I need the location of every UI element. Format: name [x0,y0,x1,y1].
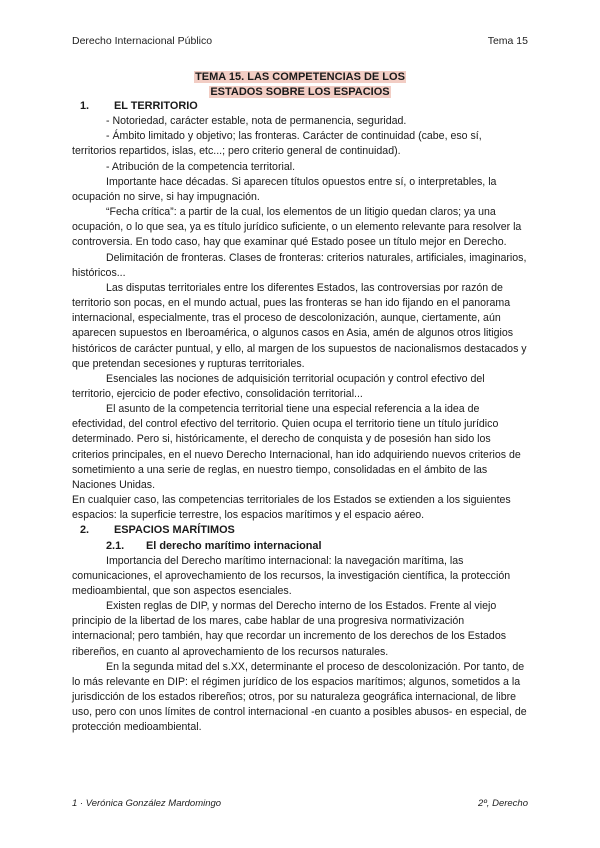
paragraph-3: - Atribución de la competencia territorial. [106,160,296,173]
header-topic-number: Tema 15 [487,35,528,47]
section-1-title: EL TERRITORIO [114,100,198,112]
paragraph-2: - Ámbito limitado y objetivo; las fronteras. Carácter de continuidad (cabe, eso sí, territorios repartidos, islas, etc...; pero criterio general de continuidad). [72,130,482,158]
section-2-title: ESPACIOS MARÍTIMOS [114,524,235,537]
paragraph-4: Importante hace décadas. Si aparecen títulos opuestos entre sí, o interpretables, la ocupación no sirve, si hay impugnación. [72,175,497,203]
paragraph-9: El asunto de la competencia territorial tiene una especial referencia a la idea de efectividad, del control efectivo del territorio. Quien ocupa el territorio tiene un título jurídico determinado. Pero si, históricamente, el derecho de conquista y de posesión han sido los criterios principales, en el nuevo Derecho Internacional, han ido adquiriendo nuevos criterios de sometimiento a una serie de reglas, en nuestro tiempo, consolidadas en el ámbito de las Naciones Unidas. [72,403,521,491]
title-line-1: TEMA 15. LAS COMPETENCIAS DE LOS [195,71,405,83]
paragraph-6: Delimitación de fronteras. Clases de fronteras: criterios naturales, artificiales, imaginarios, históricos... [72,251,527,279]
paragraph-13: En la segunda mitad del s.XX, determinante el proceso de descolonización. Por tanto, de lo más relevante en DIP: el régimen jurídico de los espacios marítimos; algunos, sometidos a la jurisdicción de los estados ribereños; otros, por su naturaleza geográfica internacional, de libre uso, pero con unos límites de control internacional -en cuanto a posibles abusos- en especial, de protección medioambiental. [72,660,527,734]
paragraph-12: Existen reglas de DIP, y normas del Derecho interno de los Estados. Frente al viejo principio de la libertad de los mares, cabe hablar de una progresiva normativización internacional; pero también, hay que recordar un incremento de los derechos de los Estados ribereños, en cuanto al aprovechamiento de los recursos naturales. [72,600,507,658]
section-1-heading [72,99,528,114]
section-2-1-number: 2.1. [106,539,125,552]
paragraph-11: Importancia del Derecho marítimo internacional: la navegación marítima, las comunicaciones, el aprovechamiento de los recursos, la investigación científica, la protección medioambiental, que son aspectos esenciales. [72,554,511,597]
paragraph-5: “Fecha crítica”: a partir de la cual, los elementos de un litigio quedan claros; ya una ocupación, o lo que sea, ya es título jurídico suficiente, o un elemento relevante para resolver la controversia. En todo caso, hay que examinar qué Estado posee un título mejor en Derecho. [72,206,522,249]
section-2-number: 2. [80,524,90,537]
document-body [72,70,528,736]
section-2-heading [72,523,528,538]
section-2-1-title: El derecho marítimo internacional [146,539,322,552]
paragraph-10: En cualquier caso, las competencias territoriales de los Estados se extienden a los siguientes espacios: la superficie terrestre, los espacios marítimos y el espacio aéreo. [72,494,511,522]
document-title [72,70,528,99]
paragraph-7: Las disputas territoriales entre los diferentes Estados, las controversias por razón de territorio son pocas, en el mundo actual, pues las fronteras se han ido fijando en el panorama internacional, especialmente, tras el proceso de descolonización, aunque, ciertamente, aún aparecen supuestos en Iberoamérica, o algunos casos en Asia, amén de algunos otros litigios históricos de carácter puntual, y ello, al margen de los supuestos de nacionalismos destacados y que pretendan secesiones y rupturas territoriales. [72,281,527,370]
paragraph-8: Esenciales las nociones de adquisición territorial ocupación y control efectivo del territorio, ejercicio de poder efectivo, consolidación territorial... [72,372,485,400]
header-course-title: Derecho Internacional Público [72,35,213,47]
section-2-1-heading [72,539,528,554]
footer-course: 2º, Derecho [478,798,528,809]
footer-author: 1 · Verónica González Mardomingo [72,798,222,809]
title-line-2: ESTADOS SOBRE LOS ESPACIOS [210,85,390,98]
paragraph-1: - Notoriedad, carácter estable, nota de permanencia, seguridad. [106,115,407,128]
section-1-number: 1. [80,100,90,112]
